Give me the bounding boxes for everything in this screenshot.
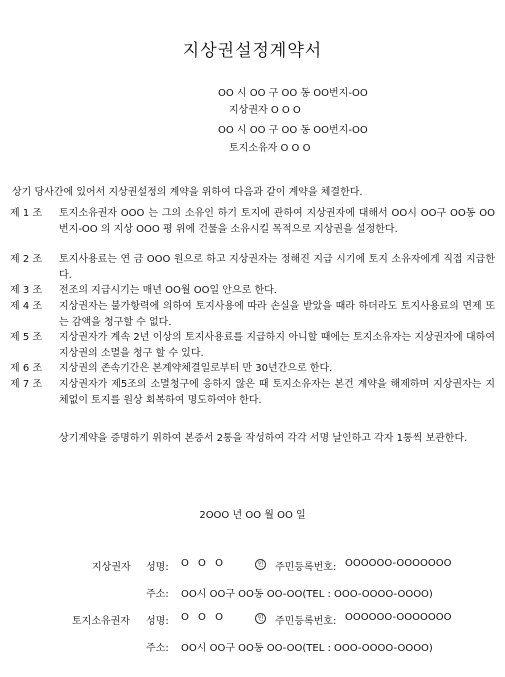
article-number: 제 1 조 — [10, 208, 43, 219]
signer-1-address-label: 주소: — [146, 589, 169, 600]
signer-2-id: OOOOOO-OOOOOOO — [345, 612, 452, 623]
seal-icon: 인 — [255, 559, 266, 570]
intro-paragraph: 상기 당사간에 있어서 지상권설정의 계약을 위하여 다음과 같이 계약을 체결한다. — [12, 187, 363, 198]
article-1 — [10, 206, 495, 237]
party-2-name: 토지소유자 O O O — [229, 143, 311, 154]
article-6 — [10, 361, 495, 377]
signer-2-address-label: 주소: — [146, 643, 169, 654]
party-1-address: OO 시 OO 구 OO 동 OO번지-OO — [218, 88, 368, 99]
signer-1-id: OOOOOO-OOOOOOO — [345, 558, 452, 569]
article-text: 지상권의 존속기간은 본계약체결일로부터 만 30년간으로 한다. — [59, 363, 333, 374]
party-1-name: 지상권자 O O O — [229, 105, 301, 116]
article-number: 제 6 조 — [10, 363, 43, 374]
article-7 — [10, 377, 495, 408]
signer-2-name: O O O — [181, 612, 223, 623]
article-number: 제 5 조 — [10, 332, 43, 343]
article-number: 제 3 조 — [10, 285, 43, 296]
document-title: 지상권설정계약서 — [182, 41, 323, 61]
article-text: 지상권자는 불가항력에 의하여 토지사용에 따라 손실을 받았을 때라 하더라도 토지사용료의 면제 또는 감액을 청구할 수 없다. — [59, 301, 495, 328]
article-number: 제 7 조 — [10, 379, 43, 390]
party-2-address: OO 시 OO 구 OO 동 OO번지-OO — [218, 125, 368, 136]
signer-2-id-label: 주민등록번호: — [275, 616, 337, 627]
article-3 — [10, 283, 495, 299]
signer-2-name-label: 성명: — [146, 616, 169, 627]
seal-icon: 인 — [255, 613, 266, 624]
signer-1-role: 지상권자 — [92, 562, 131, 573]
closing-paragraph: 상기계약을 증명하기 위하여 본증서 2통을 작성하여 각각 서명 날인하고 각자 1통씩 보관한다. — [59, 433, 468, 444]
article-text: 지상권자가 계속 2년 이상의 토지사용료를 지급하지 아니할 때에는 토지소유자는 지상권자에 대하여 지상권의 소멸을 청구 할 수 있다. — [59, 332, 495, 359]
article-2 — [10, 252, 495, 283]
signer-1-id-label: 주민등록번호: — [275, 562, 337, 573]
signer-1-name: O O O — [181, 558, 223, 569]
article-text: 토지소유권자 OOO 는 그의 소유인 하기 토지에 관하여 지상권자에 대해서 OO시 OO구 OO동 OO번지-OO 의 지상 OOO 평 위에 건물을 소유시킬 목적으로 지상권을 설정한다. — [59, 208, 495, 235]
article-text: 지상권자가 제5조의 소멸청구에 응하지 않은 때 토지소유자는 본건 계약을 해제하며 지상권자는 지체없이 토지를 원상 회복하여 명도하여야 한다. — [59, 379, 495, 406]
article-number: 제 4 조 — [10, 301, 43, 312]
article-4 — [10, 299, 495, 330]
signer-2-address: OO시 OO구 OO동 OO-OO(TEL : OOO-OOOO-OOOO) — [181, 643, 433, 654]
article-number: 제 2 조 — [10, 254, 43, 265]
article-5 — [10, 330, 495, 361]
signer-1-name-label: 성명: — [146, 562, 169, 573]
contract-date: 2OOO 년 OO 월 OO 일 — [199, 510, 306, 521]
article-text: 전조의 지급시기는 매년 OO월 OO일 안으로 한다. — [59, 285, 277, 296]
article-text: 토지사용료는 연 금 OOO 원으로 하고 지상권자는 정해진 지급 시기에 토지 소유자에게 직접 지급한다. — [59, 254, 495, 281]
signer-1-address: OO시 OO구 OO동 OO-OO(TEL : OOO-OOOO-OOOO) — [181, 589, 433, 600]
signer-2-role: 토지소유권자 — [72, 616, 130, 627]
